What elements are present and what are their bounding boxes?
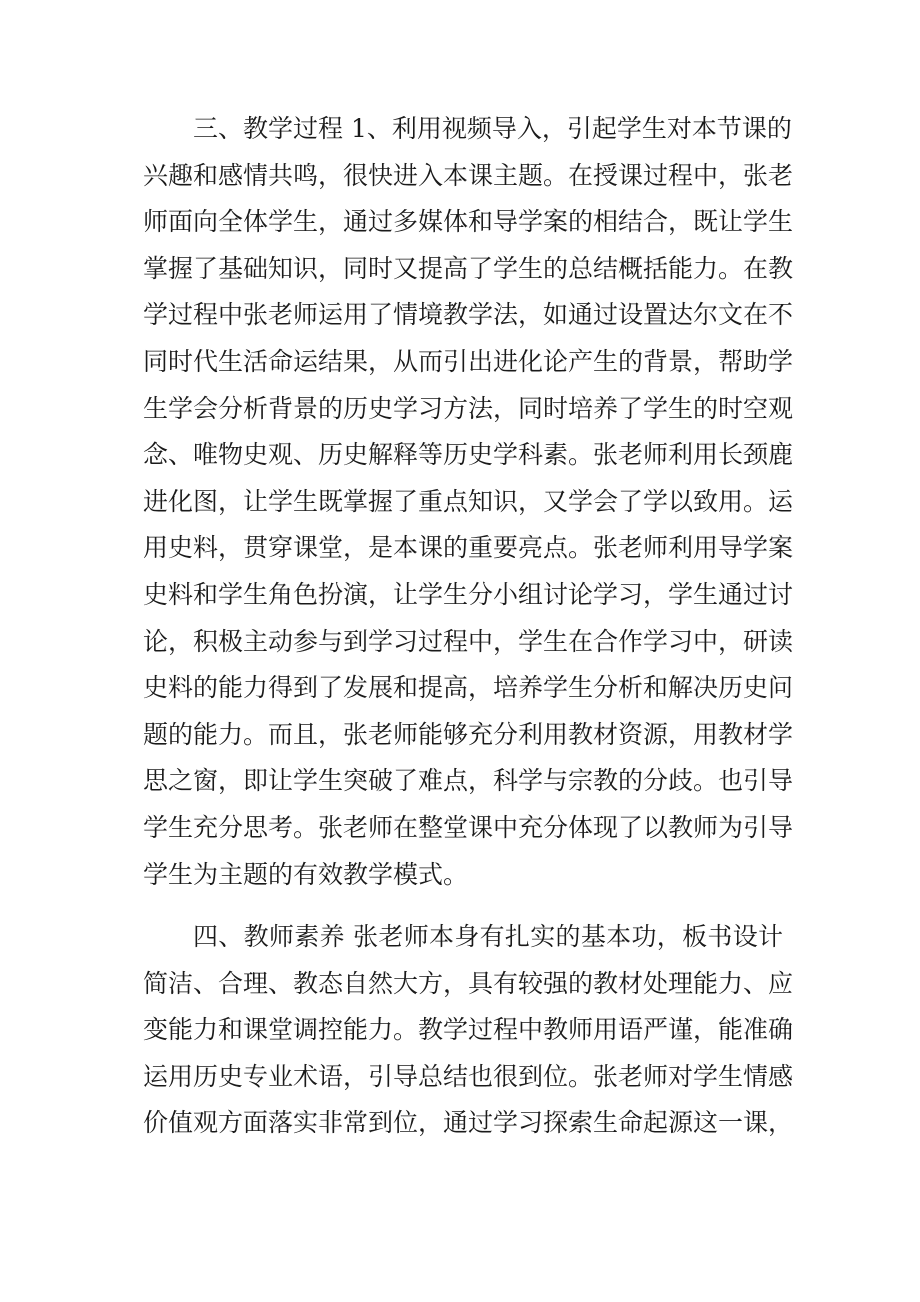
text-line: 进化图，让学生既掌握了重点知识，又学会了学以致用。运 (143, 486, 794, 516)
text-line: 用史料，贯穿课堂，是本课的重要亮点。张老师利用导学案 (143, 533, 794, 563)
text-line: 简洁、合理、教态自然大方，具有较强的教材处理能力、应 (143, 968, 794, 998)
text-line: 思之窗，即让学生突破了难点，科学与宗教的分歧。也引导 (143, 766, 794, 796)
text-line: 三、教学过程 1、利用视频导入，引起学生对本节课的 (193, 114, 792, 143)
text-line: 念、唯物史观、历史解释等历史学科素。张老师利用长颈鹿 (143, 440, 794, 470)
text-line: 题的能力。而且，张老师能够充分利用教材资源，用教材学 (143, 719, 794, 749)
text-line: 掌握了基础知识，同时又提高了学生的总结概括能力。在教 (143, 253, 794, 283)
body-text (143, 106, 794, 1147)
paragraph-teacher-quality (143, 914, 794, 1147)
text-line: 师面向全体学生，通过多媒体和导学案的相结合，既让学生 (143, 207, 794, 237)
text-line: 史料的能力得到了发展和提高，培养学生分析和解决历史问 (143, 673, 794, 703)
text-line: 变能力和课堂调控能力。教学过程中教师用语严谨，能准确 (143, 1015, 794, 1045)
paragraph-gap (143, 898, 783, 914)
text-line: 生学会分析背景的历史学习方法，同时培养了学生的时空观 (143, 393, 794, 423)
paragraph-teaching-process (143, 106, 794, 898)
text-line: 运用历史专业术语，引导总结也很到位。张老师对学生情感 (143, 1061, 794, 1091)
text-line: 学过程中张老师运用了情境教学法，如通过设置达尔文在不 (143, 300, 794, 330)
text-line: 兴趣和感情共鸣，很快进入本课主题。在授课过程中，张老 (143, 160, 794, 190)
text-line: 论，积极主动参与到学习过程中，学生在合作学习中，研读 (143, 626, 794, 656)
text-line: 学生充分思考。张老师在整堂课中充分体现了以教师为引导 (143, 812, 794, 842)
text-line: 学生为主题的有效教学模式。 (143, 859, 469, 889)
text-line: 四、教师素养 张老师本身有扎实的基本功，板书设计 (193, 922, 783, 952)
text-line: 史料和学生角色扮演，让学生分小组讨论学习，学生通过讨 (143, 579, 794, 609)
text-line: 价值观方面落实非常到位，通过学习探索生命起源这一课， (143, 1108, 794, 1138)
text-line: 同时代生活命运结果，从而引出进化论产生的背景，帮助学 (143, 346, 794, 376)
